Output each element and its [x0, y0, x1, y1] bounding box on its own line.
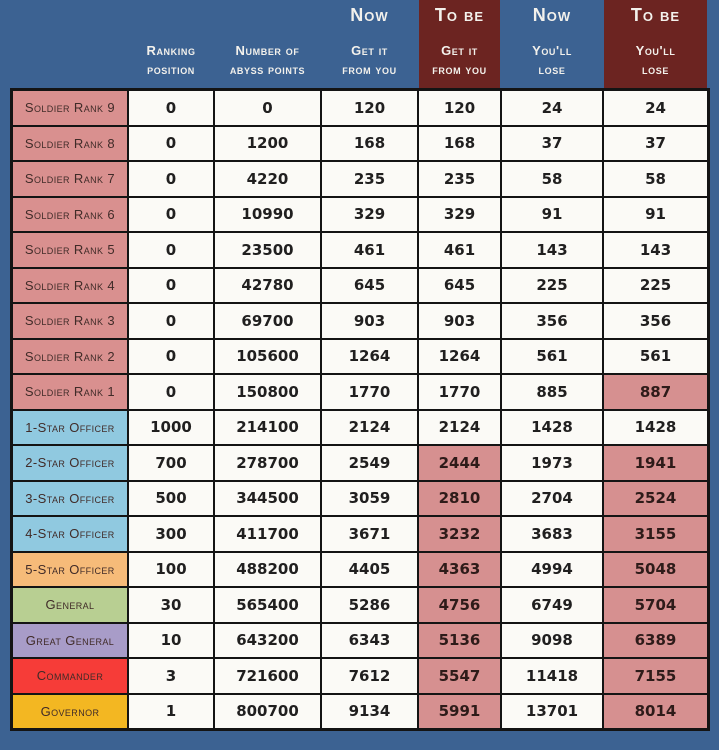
value-cell: 411700: [215, 517, 320, 551]
rank-label: Soldier Rank 3: [13, 304, 127, 338]
rank-label: Soldier Rank 8: [13, 127, 127, 161]
value-cell: 1973: [502, 446, 602, 480]
value-cell: 643200: [215, 624, 320, 658]
value-cell: 3: [129, 659, 213, 693]
value-cell: 3059: [322, 482, 417, 516]
value-cell: 5991: [419, 695, 500, 729]
value-cell: 721600: [215, 659, 320, 693]
value-cell: 344500: [215, 482, 320, 516]
value-cell: 645: [322, 269, 417, 303]
value-cell: 143: [604, 233, 707, 267]
header-sub-label: [636, 42, 676, 80]
value-cell: 1428: [502, 411, 602, 445]
value-cell: 235: [322, 162, 417, 196]
value-cell: 143: [502, 233, 602, 267]
value-cell: 461: [322, 233, 417, 267]
value-cell: 278700: [215, 446, 320, 480]
value-cell: 225: [604, 269, 707, 303]
value-cell: 300: [129, 517, 213, 551]
value-cell: 4405: [322, 553, 417, 587]
value-cell: 1941: [604, 446, 707, 480]
value-cell: 9098: [502, 624, 602, 658]
value-cell: 6749: [502, 588, 602, 622]
value-cell: 2444: [419, 446, 500, 480]
table-body: [10, 88, 710, 731]
value-cell: 0: [129, 304, 213, 338]
value-cell: 903: [419, 304, 500, 338]
value-cell: 488200: [215, 553, 320, 587]
value-cell: 1770: [419, 375, 500, 409]
rank-label: Governor: [13, 695, 127, 729]
value-cell: 11418: [502, 659, 602, 693]
value-cell: 6343: [322, 624, 417, 658]
rank-label: 2-Star Officer: [13, 446, 127, 480]
value-cell: 30: [129, 588, 213, 622]
header-line: lose: [642, 62, 669, 78]
value-cell: 700: [129, 446, 213, 480]
header-top-label: To be: [434, 5, 485, 25]
value-cell: 1: [129, 695, 213, 729]
value-cell: 2549: [322, 446, 417, 480]
value-cell: 1428: [604, 411, 707, 445]
value-cell: 5547: [419, 659, 500, 693]
value-cell: 2524: [604, 482, 707, 516]
header-sub-label: [432, 42, 486, 80]
value-cell: 885: [502, 375, 602, 409]
value-cell: 235: [419, 162, 500, 196]
rank-label: Soldier Rank 4: [13, 269, 127, 303]
header-line: from you: [342, 62, 397, 78]
rank-label: 4-Star Officer: [13, 517, 127, 551]
value-cell: 3671: [322, 517, 417, 551]
value-cell: 4994: [502, 553, 602, 587]
value-cell: 6389: [604, 624, 707, 658]
value-cell: 91: [604, 198, 707, 232]
value-cell: 24: [502, 91, 602, 125]
header-sub-label: [146, 42, 195, 80]
value-cell: 214100: [215, 411, 320, 445]
value-cell: 561: [604, 340, 707, 374]
rank-label: Soldier Rank 5: [13, 233, 127, 267]
value-cell: 3683: [502, 517, 602, 551]
value-cell: 37: [604, 127, 707, 161]
value-cell: 5704: [604, 588, 707, 622]
value-cell: 1200: [215, 127, 320, 161]
value-cell: 561: [502, 340, 602, 374]
value-cell: 2810: [419, 482, 500, 516]
value-cell: 7612: [322, 659, 417, 693]
rank-label: 3-Star Officer: [13, 482, 127, 516]
value-cell: 0: [129, 91, 213, 125]
value-cell: 0: [129, 233, 213, 267]
rank-label: 1-Star Officer: [13, 411, 127, 445]
value-cell: 120: [419, 91, 500, 125]
header-col-ranking-position: [129, 0, 213, 88]
value-cell: 2124: [419, 411, 500, 445]
value-cell: 1770: [322, 375, 417, 409]
header-top-label: Now: [532, 5, 572, 25]
value-cell: 461: [419, 233, 500, 267]
header-line: Get it: [441, 43, 478, 59]
value-cell: 0: [129, 375, 213, 409]
value-cell: 23500: [215, 233, 320, 267]
value-cell: 9134: [322, 695, 417, 729]
header-top-label: To be: [630, 5, 681, 25]
header-line: position: [147, 62, 195, 78]
header-col-rank: [13, 0, 127, 88]
header-sub-label: [532, 42, 572, 80]
value-cell: 800700: [215, 695, 320, 729]
rank-label: Soldier Rank 9: [13, 91, 127, 125]
header-line: lose: [538, 62, 566, 78]
value-cell: 0: [215, 91, 320, 125]
value-cell: 329: [322, 198, 417, 232]
header-line: You'll: [532, 43, 572, 59]
value-cell: 0: [129, 198, 213, 232]
header-line: Ranking: [146, 43, 196, 59]
header-line: abyss points: [229, 62, 306, 78]
header-col-tobe-get-it: [419, 0, 500, 88]
value-cell: 8014: [604, 695, 707, 729]
value-cell: 91: [502, 198, 602, 232]
value-cell: 100: [129, 553, 213, 587]
value-cell: 150800: [215, 375, 320, 409]
rank-label: Great General: [13, 624, 127, 658]
value-cell: 887: [604, 375, 707, 409]
rank-label: Soldier Rank 6: [13, 198, 127, 232]
value-cell: 37: [502, 127, 602, 161]
value-cell: 42780: [215, 269, 320, 303]
header-col-abyss-points: [215, 0, 320, 88]
value-cell: 4363: [419, 553, 500, 587]
value-cell: 24: [604, 91, 707, 125]
value-cell: 168: [419, 127, 500, 161]
header-line: Number of: [235, 43, 300, 59]
value-cell: 10990: [215, 198, 320, 232]
value-cell: 356: [502, 304, 602, 338]
value-cell: 225: [502, 269, 602, 303]
value-cell: 0: [129, 269, 213, 303]
value-cell: 10: [129, 624, 213, 658]
value-cell: 13701: [502, 695, 602, 729]
value-cell: 329: [419, 198, 500, 232]
header-top-label: Now: [350, 5, 389, 25]
header-line: Get it: [351, 43, 388, 59]
header-col-now-get-it: [322, 0, 417, 88]
value-cell: 500: [129, 482, 213, 516]
value-cell: 2704: [502, 482, 602, 516]
header-sub-label: [342, 42, 396, 80]
rank-label: Soldier Rank 1: [13, 375, 127, 409]
rank-label: 5-Star Officer: [13, 553, 127, 587]
table-header: [10, 0, 719, 88]
value-cell: 5286: [322, 588, 417, 622]
value-cell: 69700: [215, 304, 320, 338]
value-cell: 903: [322, 304, 417, 338]
value-cell: 645: [419, 269, 500, 303]
header-col-tobe-lose: [604, 0, 707, 88]
rank-label: Soldier Rank 7: [13, 162, 127, 196]
value-cell: 3232: [419, 517, 500, 551]
value-cell: 7155: [604, 659, 707, 693]
rank-label: Soldier Rank 2: [13, 340, 127, 374]
value-cell: 4756: [419, 588, 500, 622]
header-line: from you: [432, 62, 487, 78]
value-cell: 0: [129, 162, 213, 196]
value-cell: 4220: [215, 162, 320, 196]
value-cell: 105600: [215, 340, 320, 374]
value-cell: 1264: [322, 340, 417, 374]
value-cell: 5136: [419, 624, 500, 658]
rank-label: General: [13, 588, 127, 622]
header-col-now-lose: [502, 0, 602, 88]
value-cell: 2124: [322, 411, 417, 445]
value-cell: 0: [129, 340, 213, 374]
value-cell: 3155: [604, 517, 707, 551]
rank-label: Commander: [13, 659, 127, 693]
header-sub-label: [230, 42, 305, 80]
value-cell: 58: [604, 162, 707, 196]
value-cell: 120: [322, 91, 417, 125]
header-line: You'll: [635, 43, 676, 59]
value-cell: 168: [322, 127, 417, 161]
value-cell: 1264: [419, 340, 500, 374]
value-cell: 58: [502, 162, 602, 196]
value-cell: 0: [129, 127, 213, 161]
value-cell: 565400: [215, 588, 320, 622]
value-cell: 356: [604, 304, 707, 338]
value-cell: 5048: [604, 553, 707, 587]
value-cell: 1000: [129, 411, 213, 445]
